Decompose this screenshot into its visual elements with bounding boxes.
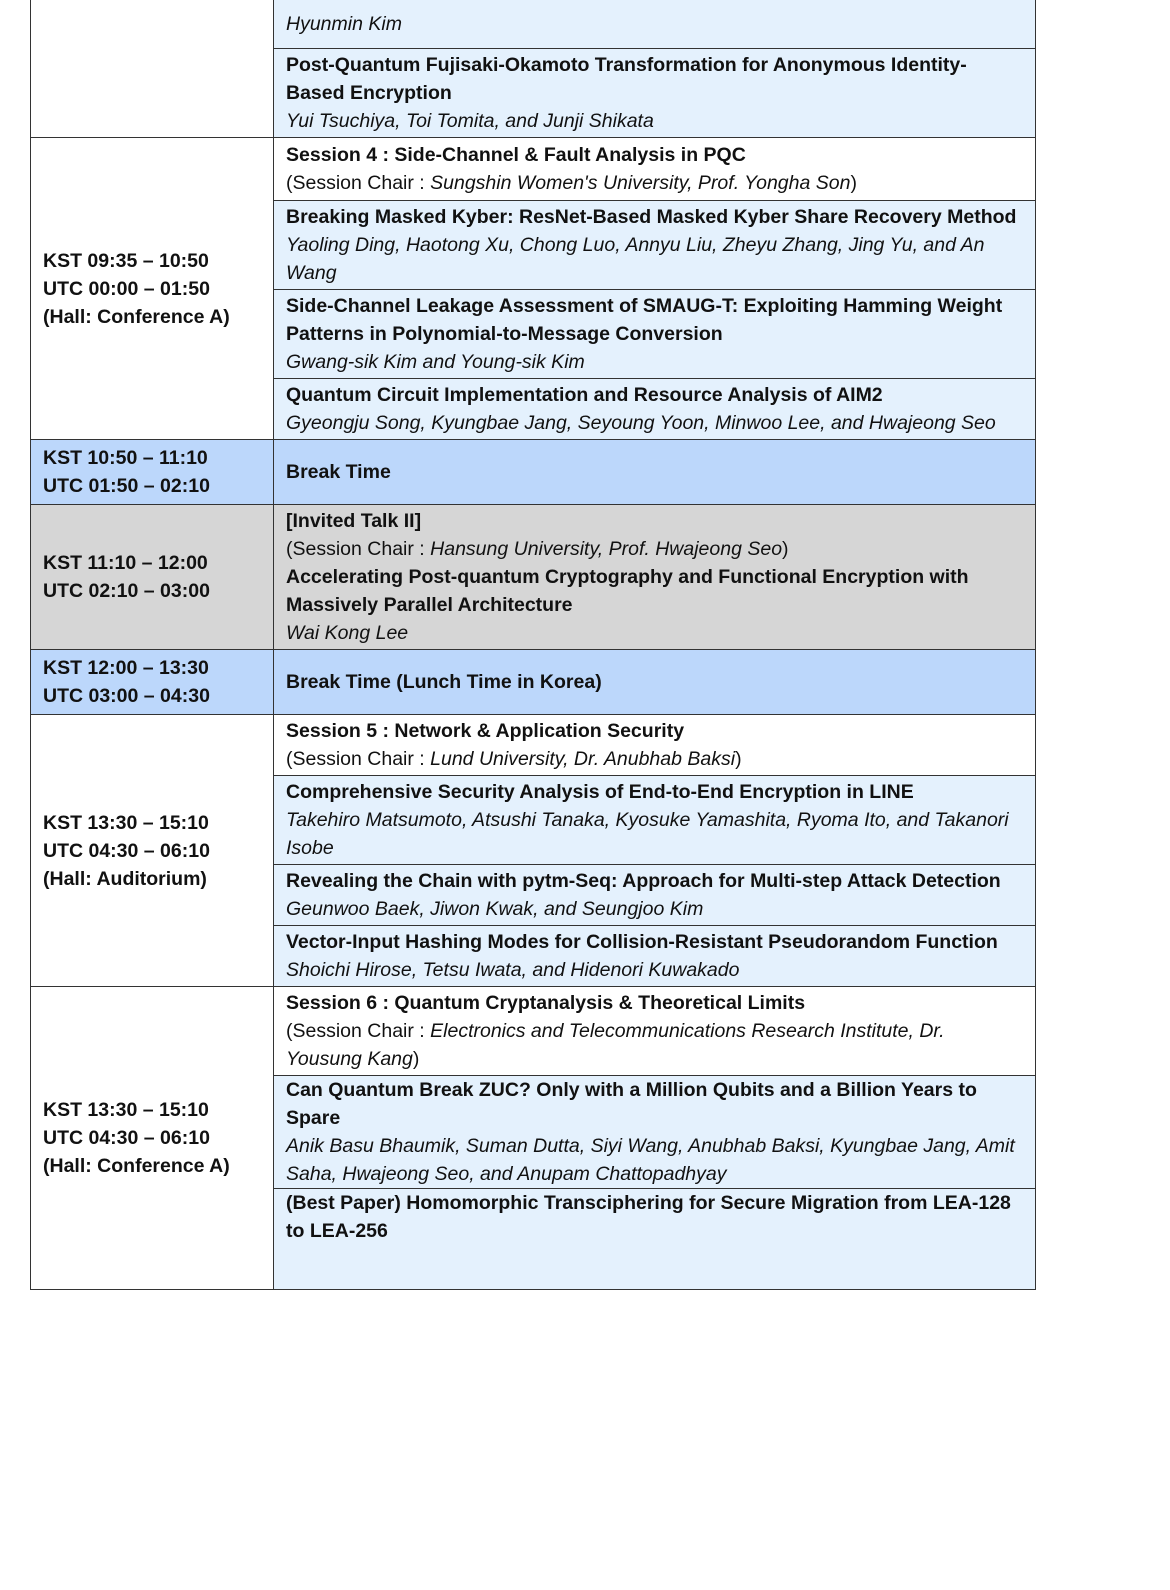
talk-title: Accelerating Post-quantum Cryptography and Functional Encryption with Massively Parallel Architecture [286, 566, 969, 616]
paper-authors: Anik Basu Bhaumik, Suman Dutta, Siyi Wang, Anubhab Baksi, Kyungbae Jang, Amit Saha, Hwajeong Seo, and Anupam Chattopadhyay [286, 1135, 1015, 1185]
paper-cell [274, 926, 1036, 987]
time-cell [31, 715, 274, 987]
time-cell [31, 650, 274, 715]
paper-title: Revealing the Chain with pytm-Seq: Approach for Multi-step Attack Detection [286, 870, 1001, 892]
chair-name: Electronics and Telecommunications Research Institute, Dr. Yousung Kang [286, 1020, 945, 1070]
paper-authors: Gwang-sik Kim and Young-sik Kim [286, 351, 585, 373]
session-title: Session 4 : Side-Channel & Fault Analysis in PQC [286, 144, 746, 166]
paper-title: Side-Channel Leakage Assessment of SMAUG-T: Exploiting Hamming Weight Patterns in Polynomial-to-Message Conversion [286, 295, 1003, 345]
paper-authors: Takehiro Matsumoto, Atsushi Tanaka, Kyosuke Yamashita, Ryoma Ito, and Takanori Isobe [286, 809, 1009, 859]
break-cell [274, 650, 1036, 715]
paper-title: Vector-Input Hashing Modes for Collision-Resistant Pseudorandom Function [286, 931, 998, 953]
table-row [31, 715, 1036, 776]
invited-talk-label: [Invited Talk II] [286, 510, 422, 532]
paper-cell [274, 49, 1036, 138]
session-header-cell [274, 987, 1036, 1076]
hall-label: (Hall: Auditorium) [43, 867, 207, 890]
session-chair: (Session Chair : Sungshin Women's University, Prof. Yongha Son) [286, 172, 857, 194]
table-row [31, 0, 1036, 49]
break-cell [274, 440, 1036, 505]
session-chair: (Session Chair : Lund University, Dr. Anubhab Baksi) [286, 748, 742, 770]
time-cell [31, 505, 274, 650]
chair-name: Sungshin Women's University, Prof. Yongha Son [430, 172, 851, 194]
break-title: Break Time (Lunch Time in Korea) [286, 671, 602, 693]
utc-time: UTC 02:10 – 03:00 [43, 580, 210, 602]
utc-time: UTC 03:00 – 04:30 [43, 685, 210, 707]
chair-name: Lund University, Dr. Anubhab Baksi [430, 748, 736, 770]
utc-time: UTC 00:00 – 01:50 [43, 277, 210, 300]
paper-cell [274, 1076, 1036, 1189]
hall-label: (Hall: Conference A) [43, 305, 230, 328]
chair-name: Hansung University, Prof. Hwajeong Seo [430, 538, 783, 560]
kst-time: KST 12:00 – 13:30 [43, 657, 209, 679]
kst-time: KST 11:10 – 12:00 [43, 552, 208, 574]
paper-authors: Hyunmin Kim [286, 13, 402, 35]
paper-title: (Best Paper) Homomorphic Transciphering for Secure Migration from LEA-128 to LEA-256 [286, 1192, 1011, 1242]
break-title: Break Time [286, 461, 391, 483]
paper-title: Breaking Masked Kyber: ResNet-Based Masked Kyber Share Recovery Method [286, 206, 1017, 228]
paper-authors: Yui Tsuchiya, Toi Tomita, and Junji Shikata [286, 110, 654, 132]
paper-authors: Geunwoo Baek, Jiwon Kwak, and Seungjoo Kim [286, 898, 704, 920]
hall-label: (Hall: Conference A) [43, 1155, 230, 1177]
utc-time: UTC 01:50 – 02:10 [43, 475, 210, 497]
speaker-name: Wai Kong Lee [286, 622, 409, 644]
utc-time: UTC 04:30 – 06:10 [43, 839, 210, 862]
kst-time: KST 10:50 – 11:10 [43, 447, 208, 469]
time-cell [31, 987, 274, 1290]
invited-talk-cell [274, 505, 1036, 650]
time-cell [31, 138, 274, 440]
paper-cell [274, 1189, 1036, 1290]
session-title: Session 5 : Network & Application Security [286, 720, 685, 742]
table-row [31, 987, 1036, 1076]
session-header-cell [274, 138, 1036, 201]
paper-authors: Yaoling Ding, Haotong Xu, Chong Luo, Annyu Liu, Zheyu Zhang, Jing Yu, and An Wang [286, 234, 985, 284]
paper-title: Post-Quantum Fujisaki-Okamoto Transformation for Anonymous Identity-Based Encryption [286, 54, 967, 104]
paper-authors: Shoichi Hirose, Tetsu Iwata, and Hidenori Kuwakado [286, 959, 740, 981]
paper-cell [274, 865, 1036, 926]
paper-authors: Gyeongju Song, Kyungbae Jang, Seyoung Yoon, Minwoo Lee, and Hwajeong Seo [286, 412, 996, 434]
paper-cell [274, 290, 1036, 379]
session-chair: (Session Chair : Electronics and Telecommunications Research Institute, Dr. Yousung Kang) [286, 1020, 945, 1070]
paper-title: Quantum Circuit Implementation and Resource Analysis of AIM2 [286, 384, 883, 406]
kst-time: KST 09:35 – 10:50 [43, 249, 209, 272]
table-row [31, 440, 1036, 505]
paper-title: Can Quantum Break ZUC? Only with a Million Qubits and a Billion Years to Spare [286, 1079, 977, 1129]
time-cell [31, 0, 274, 138]
paper-cell [274, 0, 1036, 49]
time-cell [31, 440, 274, 505]
program-schedule-table [30, 0, 1036, 1290]
paper-title: Comprehensive Security Analysis of End-to-End Encryption in LINE [286, 781, 914, 803]
table-row [31, 650, 1036, 715]
paper-cell [274, 201, 1036, 290]
session-title: Session 6 : Quantum Cryptanalysis & Theoretical Limits [286, 992, 806, 1014]
kst-time: KST 13:30 – 15:10 [43, 811, 209, 834]
table-row [31, 505, 1036, 650]
utc-time: UTC 04:30 – 06:10 [43, 1127, 210, 1149]
table-row [31, 138, 1036, 201]
paper-cell [274, 776, 1036, 865]
kst-time: KST 13:30 – 15:10 [43, 1099, 209, 1121]
session-header-cell [274, 715, 1036, 776]
session-chair: (Session Chair : Hansung University, Prof. Hwajeong Seo) [286, 538, 789, 560]
paper-cell [274, 379, 1036, 440]
